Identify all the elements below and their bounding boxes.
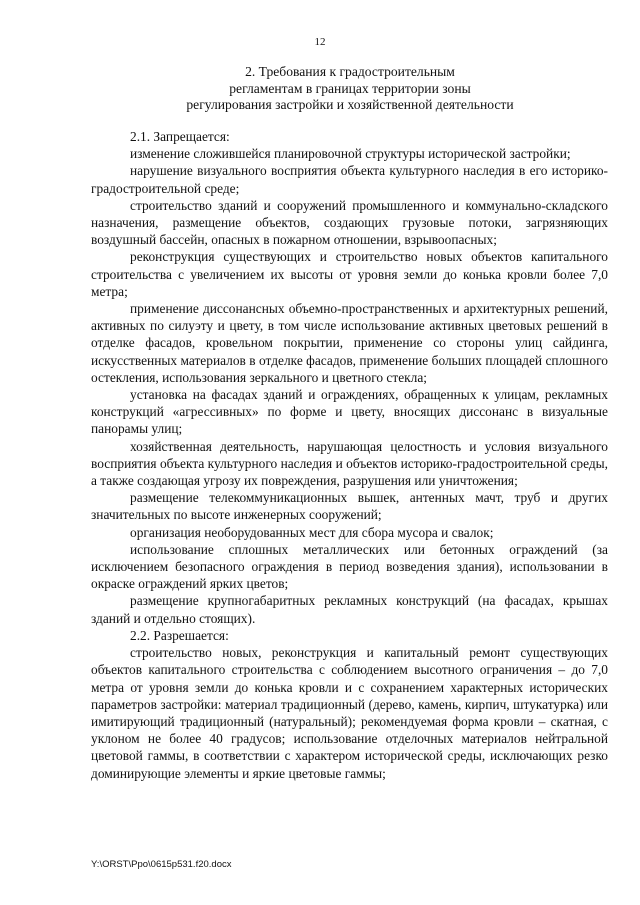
- paragraph: размещение телекоммуникационных вышек, антенных мачт, труб и других значительных по высоте инженерных сооружений;: [91, 490, 608, 523]
- paragraph: строительство новых, реконструкция и капитальный ремонт существующих объектов капитального строительства с соблюдением высотного ограничения – до 7,0 метра от уровня земли до конька кровли и с сохранением характерных исторических параметров застройки: материал традиционный (дерево, камень, кирпич, штукатурка) или имитирующий традиционный (натуральный); рекомендуемая форма кровли – скатная, с уклоном не более 40 градусов; использование отделочных материалов нейтральной цветовой гаммы, в соответствии с характером исторической среды, исключающих резко доминирующие элементы и яркие цветовые гаммы;: [91, 645, 608, 781]
- paragraph: использование сплошных металлических или бетонных ограждений (за исключением безопасного ограждения в период возведения здания), использовании в окраске ограждений ярких цветов;: [91, 541, 608, 592]
- paragraph: изменение сложившейся планировочной структуры исторической застройки;: [130, 146, 571, 162]
- title-line: 2. Требования к градостроительным: [245, 64, 455, 79]
- paragraph: применение диссонансных объемно-пространственных и архитектурных решений, активных по силуэту и цвету, в том числе использование активных цветовых решений в отделке фасадов, кровельном покрытии, применение со стороны улиц сайдинга, искусственных материалов в отделке фасадов, применение больших площадей сплошного остекления, использования зеркального и цветного стекла;: [91, 301, 608, 385]
- document-body: [91, 128, 608, 782]
- paragraph: нарушение визуального восприятия объекта культурного наследия в его историко-градостроительной среде;: [91, 163, 608, 196]
- title-line: регулирования застройки и хозяйственной деятельности: [186, 97, 514, 112]
- page-number: 12: [314, 36, 326, 48]
- subsection-heading: 2.2. Разрешается:: [130, 627, 229, 643]
- paragraph: хозяйственная деятельность, нарушающая целостность и условия визуального восприятия объекта культурного наследия и объектов историко-градостроительной среды, а также создающая угрозу их повреждения, разрушения или уничтожения;: [91, 438, 608, 489]
- section-title: [140, 64, 560, 114]
- title-line: регламентам в границах территории зоны: [229, 80, 471, 96]
- paragraph: размещение крупногабаритных рекламных конструкций (на фасадах, крышах зданий и отдельно стоящих).: [91, 593, 608, 626]
- paragraph: организация необорудованных мест для сбора мусора и свалок;: [130, 524, 494, 540]
- subsection-heading: 2.1. Запрещается:: [130, 129, 230, 144]
- paragraph: строительство зданий и сооружений промышленного и коммунально-складского назначения, размещение объектов, создающих грузовые потоки, загрязняющих воздушный бассейн, опасных в пожарном отношении, взрывоопасных;: [91, 197, 608, 248]
- file-path-footer: Y:\ORST\Ppo\0615p531.f20.docx: [91, 859, 232, 870]
- paragraph: реконструкция существующих и строительство новых объектов капитального строительства с увеличением их высоты от уровня земли до конька кровли более 7,0 метра;: [91, 249, 608, 299]
- paragraph: установка на фасадах зданий и ограждениях, обращенных к улицам, рекламных конструкций «агрессивных» по форме и цвету, вносящих диссонанс в визуальные панорамы улиц;: [91, 387, 608, 437]
